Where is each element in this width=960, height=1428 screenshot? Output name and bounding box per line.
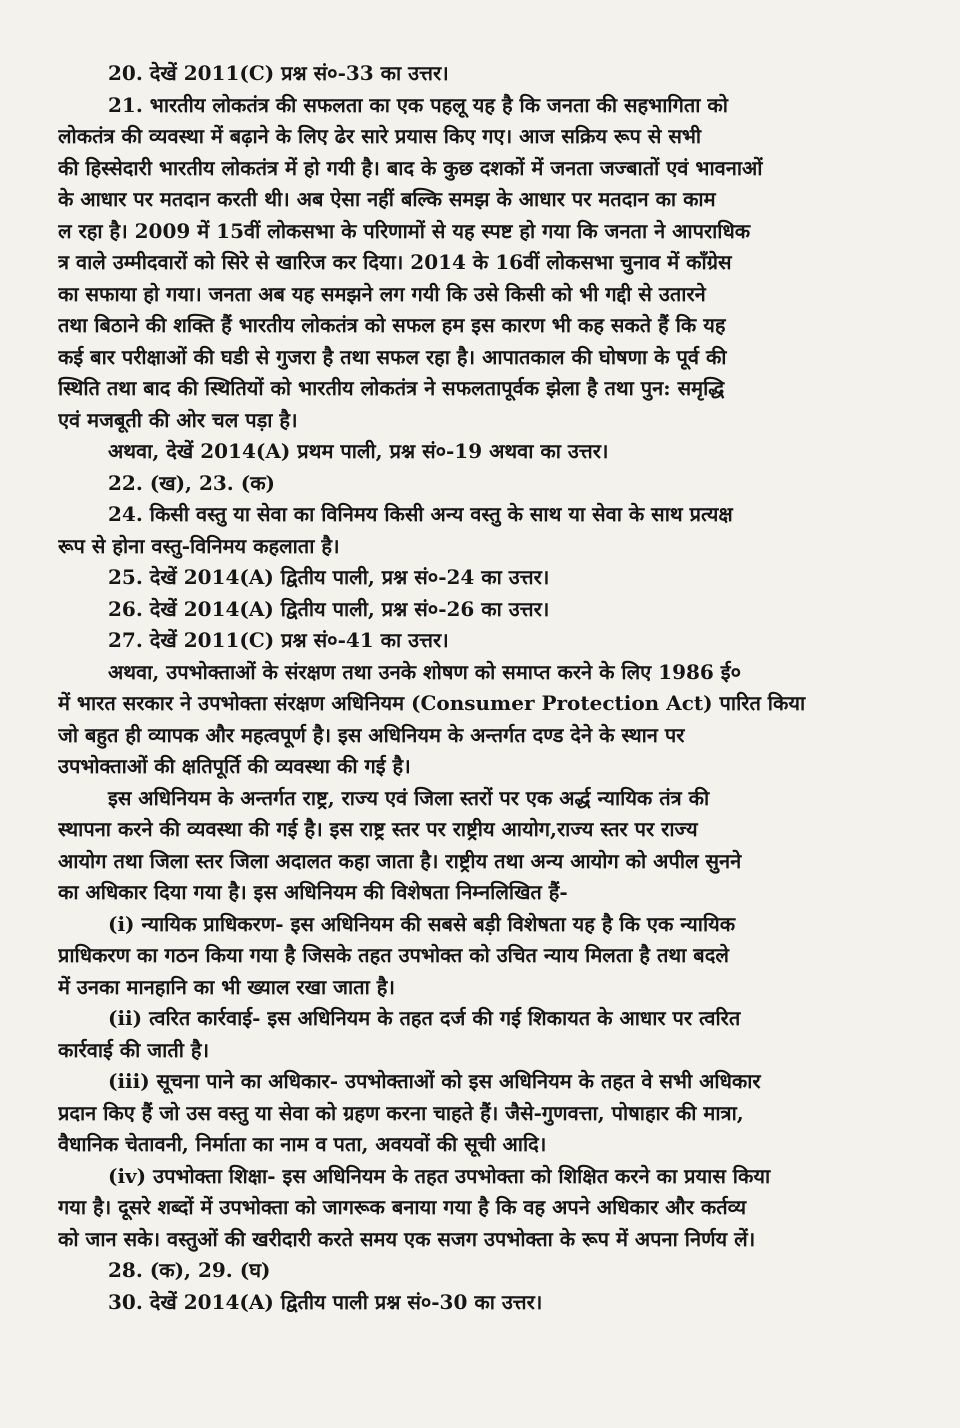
- answer-21-line-6: त्र वाले उम्मीदवारों को सिरे से खारिज कर दिया। 2014 के 16वीं लोकसभा चुनाव में कॉंग्रेस: [58, 250, 732, 274]
- feature-4-line-3: को जान सके। वस्तुओं की खरीदारी करते समय एक सजग उपभोक्ता के रूप में अपना निर्णय लें।: [58, 1226, 756, 1251]
- answer-21-line-5: ल रहा है। 2009 में 15वीं लोकसभा के परिणामों से यह स्पष्ट हो गया कि जनता ने आपराधिक: [58, 218, 751, 243]
- feature-1-line-1: (i) न्यायिक प्राधिकरण- इस अधिनियम की सबसे बड़ी विशेषता यह है कि एक न्यायिक: [108, 911, 736, 936]
- answer-27-para2-line-4: का अधिकार दिया गया है। इस अधिनियम की विशेषता निम्नलिखित हैं-: [58, 880, 568, 904]
- answer-22-23: 22. (ख), 23. (क): [108, 470, 276, 495]
- answer-27-para2-line-3: आयोग तथा जिला स्तर जिला अदालत कहा जाता है। राष्ट्रीय तथा अन्य आयोग को अपील सुनने: [58, 848, 742, 873]
- answer-21-line-1: 21. भारतीय लोकतंत्र की सफलता का एक पहलू यह है कि जनता की सहभागिता को: [108, 92, 728, 117]
- answer-21-line-7: का सफाया हो गया। जनता अब यह समझने लग गयी कि उसे किसी को भी गद्दी से उतारने: [58, 281, 706, 306]
- answer-21-line-8: तथा बिठाने की शक्ति हैं भारतीय लोकतंत्र को सफल हम इस कारण भी कह सकते हैं कि यह: [58, 313, 726, 337]
- answer-27-alt-line-4: उपभोक्ताओं की क्षतिपूर्ति की व्यवस्था की गई है।: [58, 754, 411, 778]
- feature-2-line-1: (ii) त्वरित कार्रवाई- इस अधिनियम के तहत दर्ज की गई शिकायत के आधार पर त्वरित: [108, 1006, 741, 1030]
- feature-4-line-2: गया है। दूसरे शब्दों में उपभोक्ता को जागरूक बनाया गया है कि वह अपने अधिकार और कर्तव्य: [58, 1195, 747, 1219]
- answer-26: 26. देखें 2014(A) द्वितीय पाली, प्रश्न सं०-26 का उत्तर।: [108, 596, 550, 621]
- answer-21-line-2: लोकतंत्र की व्यवस्था में बढ़ाने के लिए ढेर सारे प्रयास किए गए। आज सक्रिय रूप से सभी: [58, 124, 702, 148]
- feature-2-line-2: कार्रवाई की जाती है।: [58, 1037, 210, 1062]
- answer-27-alt-line-2: में भारत सरकार ने उपभोक्ता संरक्षण अधिनियम (Consumer Protection Act) पारित किया: [58, 691, 806, 715]
- answer-27-alt-line-3: जो बहुत ही व्यापक और महत्वपूर्ण है। इस अधिनियम के अन्तर्गत दण्ड देने के स्थान पर: [58, 722, 685, 747]
- answer-27: 27. देखें 2011(C) प्रश्न सं०-41 का उत्तर।: [108, 628, 449, 652]
- answer-28-29: 28. (क), 29. (घ): [108, 1258, 271, 1282]
- feature-1-line-2: प्राधिकरण का गठन किया गया है जिसके तहत उपभोक्त को उचित न्याय मिलता है तथा बदले: [58, 943, 729, 967]
- feature-1-line-3: में उनका मानहानि का भी ख्याल रखा जाता है।: [58, 974, 395, 999]
- answer-21-alternative: अथवा, देखें 2014(A) प्रथम पाली, प्रश्न सं०-19 अथवा का उत्तर।: [108, 439, 609, 463]
- answer-30: 30. देखें 2014(A) द्वितीय पाली प्रश्न सं०-30 का उत्तर।: [108, 1289, 543, 1314]
- answer-21-line-3: की हिस्सेदारी भारतीय लोकतंत्र में हो गयी है। बाद के कुछ दशकों में जनता जज्बातों एवं भावनाओं: [58, 155, 763, 180]
- answer-21-line-9: कई बार परीक्षाओं की घडी से गुजरा है तथा सफल रहा है। आपातकाल की घोषणा के पूर्व की: [58, 344, 727, 369]
- feature-3-line-3: वैधानिक चेतावनी, निर्माता का नाम व पता, अवयवों की सूची आदि।: [58, 1132, 547, 1156]
- answer-24-line-1: 24. किसी वस्तु या सेवा का विनिमय किसी अन्य वस्तु के साथ या सेवा के साथ प्रत्यक्ष: [108, 502, 733, 526]
- answer-20: 20. देखें 2011(C) प्रश्न सं०-33 का उत्तर।: [108, 61, 449, 85]
- feature-3-line-2: प्रदान किए हैं जो उस वस्तु या सेवा को ग्रहण करना चाहते हैं। जैसे-गुणवत्ता, पोषाहार की मात्रा,: [58, 1100, 744, 1125]
- answer-27-para2-line-1: इस अधिनियम के अन्तर्गत राष्ट्र, राज्य एवं जिला स्तरों पर एक अर्द्ध न्यायिक तंत्र की: [108, 785, 710, 810]
- answer-27-alt-line-1: अथवा, उपभोक्ताओं के संरक्षण तथा उनके शोषण को समाप्त करने के लिए 1986 ई०: [108, 659, 742, 684]
- feature-4-line-1: (iv) उपभोक्ता शिक्षा- इस अधिनियम के तहत उपभोक्ता को शिक्षित करने का प्रयास किया: [108, 1163, 771, 1188]
- answer-page: [58, 58, 910, 1318]
- answer-27-para2-line-2: स्थापना करने की व्यवस्था की गई है। इस राष्ट्र स्तर पर राष्ट्रीय आयोग,राज्य स्तर पर राज्य: [58, 817, 698, 841]
- answer-21-line-11: एवं मजबूती की ओर चल पड़ा है।: [58, 407, 298, 432]
- feature-3-line-1: (iii) सूचना पाने का अधिकार- उपभोक्ताओं को इस अधिनियम के तहत वे सभी अधिकार: [108, 1069, 761, 1093]
- answer-24-line-2: रूप से होना वस्तु-विनिमय कहलाता है।: [58, 533, 340, 558]
- answer-21-line-4: के आधार पर मतदान करती थी। अब ऐसा नहीं बल्कि समझ के आधार पर मतदान का काम: [58, 187, 716, 211]
- answer-25: 25. देखें 2014(A) द्वितीय पाली, प्रश्न सं०-24 का उत्तर।: [108, 565, 550, 589]
- answer-21-line-10: स्थिति तथा बाद की स्थितियों को भारतीय लोकतंत्र ने सफलतापूर्वक झेला है तथा पुन: समृद्धि: [58, 376, 725, 400]
